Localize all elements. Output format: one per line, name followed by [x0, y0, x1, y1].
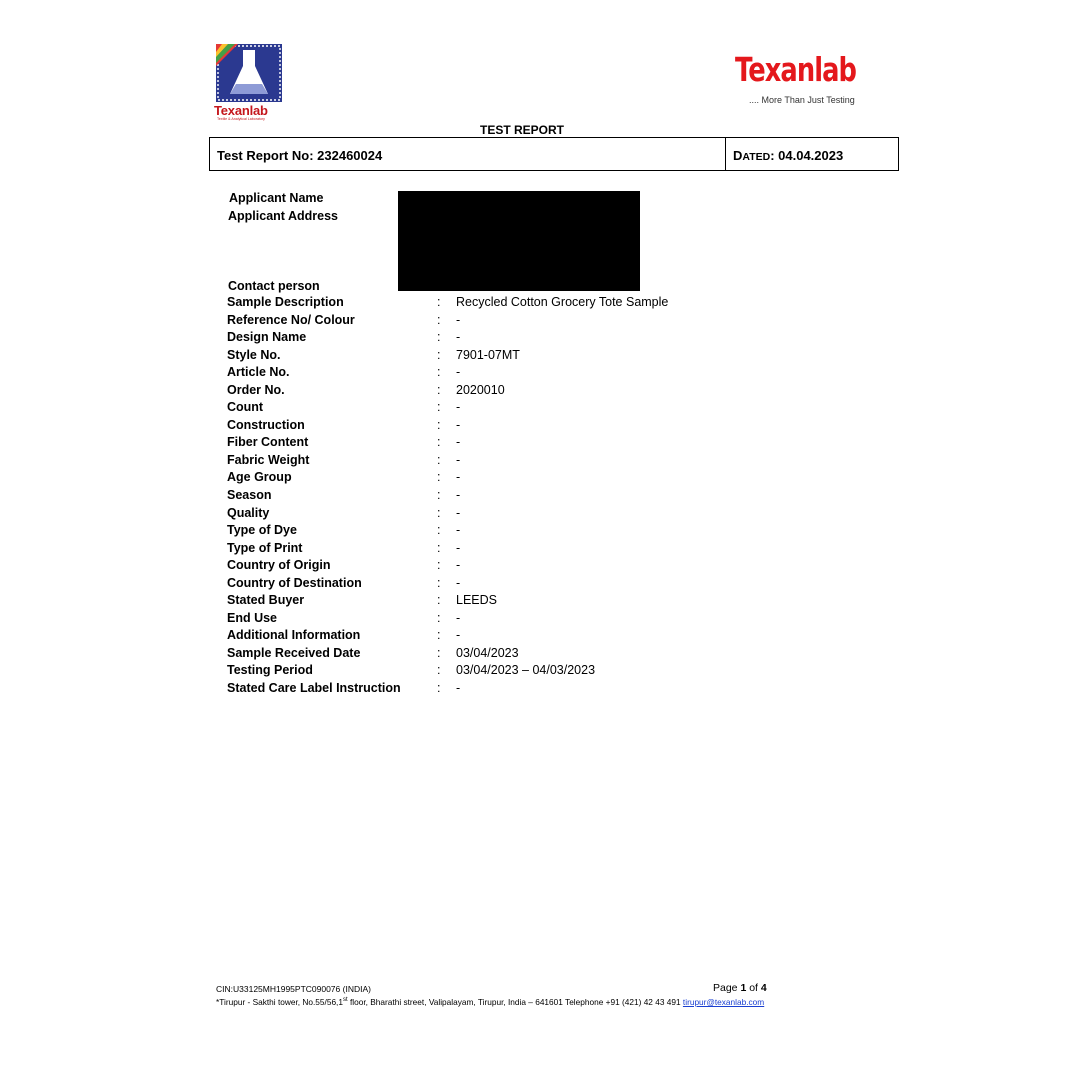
report-number: Test Report No: 232460024 [217, 148, 383, 163]
detail-label: Reference No/ Colour [227, 312, 355, 327]
detail-separator: : [437, 330, 441, 345]
detail-label: Fabric Weight [227, 452, 310, 467]
detail-separator: : [437, 470, 441, 485]
detail-separator: : [437, 488, 441, 503]
detail-separator: : [437, 645, 441, 660]
detail-label: Age Group [227, 470, 292, 485]
detail-separator: : [437, 365, 441, 380]
detail-value: - [456, 575, 461, 590]
detail-value: 2020010 [456, 382, 505, 397]
detail-separator: : [437, 628, 441, 643]
detail-label: Design Name [227, 330, 307, 345]
flask-logo-icon [216, 44, 282, 102]
address-part1: *Tirupur - Sakthi tower, No.55/56,1 [216, 997, 343, 1007]
footer-address [216, 997, 764, 1007]
detail-value: - [456, 365, 461, 380]
detail-label: Type of Print [227, 540, 303, 555]
detail-value: - [456, 628, 461, 643]
detail-separator: : [437, 312, 441, 327]
detail-value: - [456, 505, 461, 520]
detail-value: - [456, 400, 461, 415]
detail-value: 03/04/2023 – 04/03/2023 [456, 663, 596, 678]
detail-label: Country of Origin [227, 558, 331, 573]
detail-label: Type of Dye [227, 523, 297, 538]
detail-separator: : [437, 347, 441, 362]
detail-label: Order No. [227, 382, 285, 397]
applicant-address-label: Applicant Address [228, 209, 338, 223]
detail-value: - [456, 558, 461, 573]
detail-separator: : [437, 681, 441, 696]
header-divider [725, 138, 726, 170]
detail-separator: : [437, 505, 441, 520]
detail-label: Stated Care Label Instruction [227, 681, 401, 696]
detail-value: - [456, 540, 461, 555]
address-part2: floor, Bharathi street, Valipalayam, Tirupur, India – 641601 Telephone +91 (421) 42 43 491 [347, 997, 681, 1007]
detail-value: Recycled Cotton Grocery Tote Sample [456, 295, 669, 309]
footer-cin: CIN:U33125MH1995PTC090076 (INDIA) [216, 984, 371, 994]
dated-prefix-first: D [733, 148, 743, 163]
contact-person-label: Contact person [228, 279, 320, 293]
detail-label: Stated Buyer [227, 593, 305, 608]
redaction-block [398, 191, 640, 291]
detail-separator: : [437, 435, 441, 450]
report-title: TEST REPORT [480, 123, 565, 137]
page-of: of [749, 982, 758, 994]
detail-separator: : [437, 540, 441, 555]
logo-left-name: Texanlab [214, 103, 268, 118]
detail-separator: : [437, 400, 441, 415]
detail-value: 7901-07MT [456, 347, 520, 362]
applicant-name-label: Applicant Name [229, 191, 324, 205]
email-link[interactable]: tirupur@texanlab.com [682, 997, 765, 1007]
detail-value: - [456, 312, 461, 327]
detail-value: - [456, 330, 461, 345]
detail-value: - [456, 523, 461, 538]
logo-left-subtitle: Textile & Analytical Laboratory [217, 117, 265, 121]
report-date [733, 148, 843, 163]
detail-separator: : [437, 610, 441, 625]
detail-separator: : [437, 575, 441, 590]
page-total: 4 [760, 982, 767, 994]
detail-label: Construction [227, 417, 305, 432]
brand-tagline: .... More Than Just Testing [749, 95, 855, 105]
detail-value: LEEDS [456, 593, 497, 608]
detail-value: - [456, 488, 461, 503]
brand-logo-text: Texanlab [735, 50, 857, 89]
detail-value: - [456, 435, 461, 450]
detail-separator: : [437, 593, 441, 608]
detail-label: Season [227, 488, 272, 503]
detail-value: - [456, 452, 461, 467]
detail-separator: : [437, 417, 441, 432]
page-word: Page [713, 982, 738, 994]
detail-label: Style No. [227, 347, 281, 362]
texanlab-flask-logo [214, 44, 284, 124]
detail-label: Count [227, 400, 264, 415]
detail-value: 03/04/2023 [456, 645, 519, 660]
detail-separator: : [437, 452, 441, 467]
detail-separator: : [437, 663, 441, 678]
detail-label: Sample Received Date [227, 645, 361, 660]
detail-value: - [456, 417, 461, 432]
dated-prefix-rest: ATED [742, 151, 771, 163]
detail-label: Quality [227, 505, 270, 520]
detail-label: Country of Destination [227, 575, 362, 590]
detail-label: Testing Period [227, 663, 313, 678]
address-sup: st [342, 997, 348, 1004]
dated-value: : 04.04.2023 [770, 148, 844, 163]
detail-separator: : [437, 558, 441, 573]
page-current: 1 [740, 982, 747, 994]
detail-value: - [456, 681, 461, 696]
detail-label: End Use [227, 610, 278, 625]
detail-label: Fiber Content [227, 435, 309, 450]
detail-label: Sample Description [227, 295, 344, 309]
page-indicator [713, 982, 767, 994]
detail-value: - [456, 470, 461, 485]
detail-label: Article No. [227, 365, 290, 380]
detail-separator: : [437, 295, 441, 309]
report-header-box [209, 137, 899, 171]
detail-label: Additional Information [227, 628, 361, 643]
detail-separator: : [437, 523, 441, 538]
detail-value: - [456, 610, 461, 625]
detail-separator: : [437, 382, 441, 397]
